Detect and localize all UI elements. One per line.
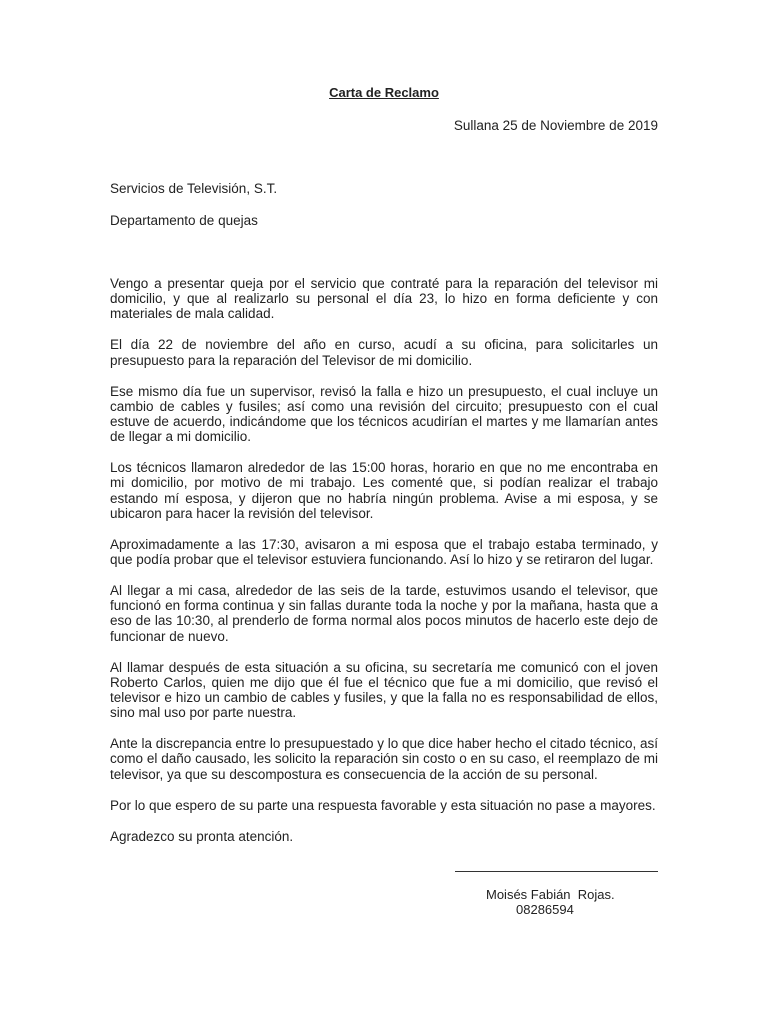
paragraph: Al llegar a mi casa, alrededor de las seis de la tarde, estuvimos usando el televisor, que funcionó en forma continua y sin fallas durante toda la noche y por la mañana, hasta que a eso de las 10:30, al prenderlo de forma normal alos pocos minutos de hacerlo este dejo de funcionar de nuevo. — [110, 583, 658, 644]
signature-line — [455, 871, 658, 872]
letter-body — [110, 276, 658, 860]
letter-date: Sullana 25 de Noviembre de 2019 — [453, 118, 658, 133]
letter-title: Carta de Reclamo — [329, 85, 439, 100]
paragraph: El día 22 de noviembre del año en curso, acudí a su oficina, para solicitarles un presupuesto para la reparación del Televisor de mi domicilio. — [110, 337, 658, 368]
paragraph: Ante la discrepancia entre lo presupuestado y lo que dice haber hecho el citado técnico, así como el daño causado, les solicito la reparación sin costo o en su caso, el reemplazo de mi televisor, ya que su descompostura es consecuencia de la acción de su personal. — [110, 736, 658, 782]
paragraph: Ese mismo día fue un supervisor, revisó la falla e hizo un presupuesto, el cual incluye un cambio de cables y fusiles; así como una revisión del circuito; presupuesto con el cual estuve de acuerdo, indicándome que los técnicos acudirían el martes y me llamarían antes de llegar a mi domicilio. — [110, 383, 658, 445]
signature-id: 08286594 — [516, 902, 574, 917]
recipient-department: Departamento de quejas — [110, 213, 258, 228]
signature-name: Moisés Fabián Rojas. — [486, 887, 615, 902]
paragraph: Aproximadamente a las 17:30, avisaron a mi esposa que el trabajo estaba terminado, y que podía probar que el televisor estuviera funcionando. Así lo hizo y se retiraron del lugar. — [110, 536, 658, 568]
paragraph: Los técnicos llamaron alrededor de las 15:00 horas, horario en que no me encontraba en mi domicilio, por motivo de mi trabajo. Les comenté que, si podían realizar el trabajo estando mí esposa, y dijeron que no habría ningún problema. Avise a mi esposa, y se ubicaron para hacer la revisión del televisor. — [110, 460, 658, 521]
recipient-company: Servicios de Televisión, S.T. — [110, 181, 278, 196]
signature-block — [455, 887, 705, 917]
paragraph: Vengo a presentar queja por el servicio que contraté para la reparación del televisor mi domicilio, y que al realizarlo su personal el día 23, lo hizo en forma deficiente y con materiales de mala calidad. — [110, 276, 658, 322]
paragraph: Por lo que espero de su parte una respuesta favorable y esta situación no pase a mayores. — [110, 797, 656, 813]
paragraph: Al llamar después de esta situación a su oficina, su secretaría me comunicó con el joven Roberto Carlos, quien me dijo que él fue el técnico que fue a mi domicilio, que revisó el televisor e hizo un cambio de cables y fusiles, y que la falla no es responsabilidad de ellos, sino mal uso por parte nuestra. — [110, 659, 658, 721]
paragraph: Agradezco su pronta atención. — [110, 828, 294, 844]
